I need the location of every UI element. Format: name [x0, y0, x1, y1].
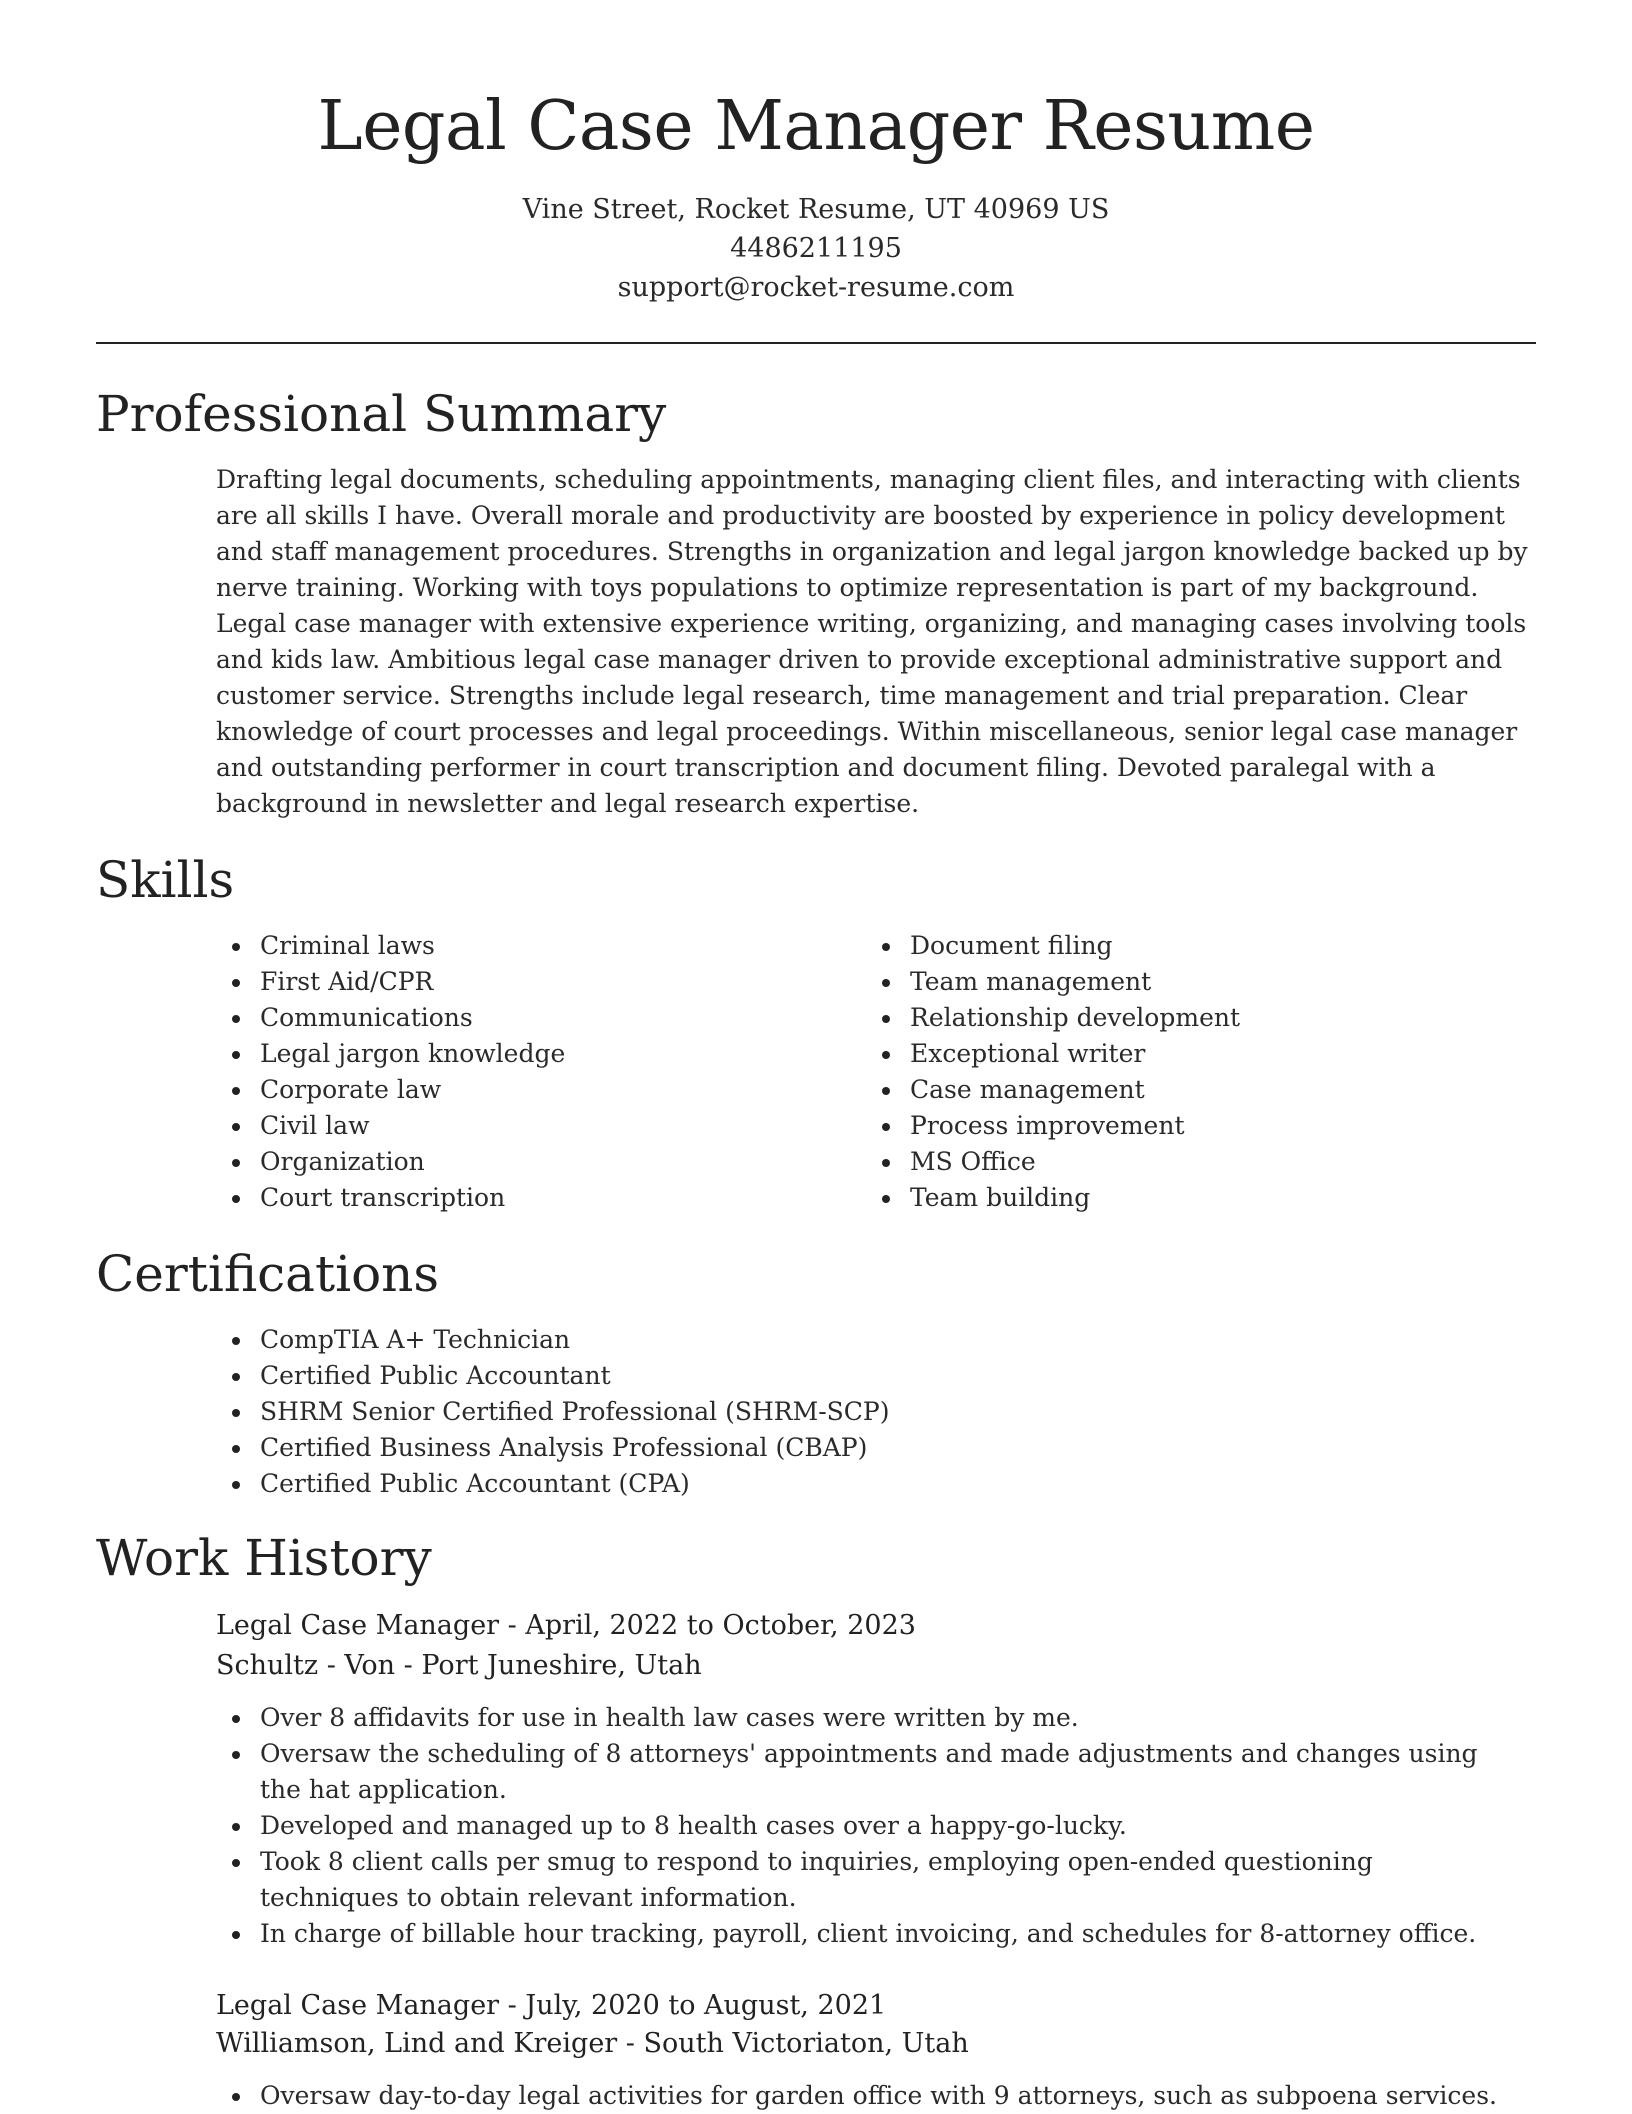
list-item: Took 8 client calls per smug to respond to inquiries, employing open-ended questioning techniques to obtain relevant information. [216, 1844, 1516, 1916]
certifications-list [216, 1322, 1516, 1502]
list-item: Certified Public Accountant (CPA) [216, 1466, 1516, 1502]
list-item: CompTIA A+ Technician [216, 1322, 1516, 1358]
list-item: Legal jargon knowledge [216, 1036, 816, 1072]
summary-heading: Professional Summary [96, 385, 667, 443]
list-item: Communications [216, 1000, 816, 1036]
job-bullets [216, 1700, 1516, 1952]
job-dates: July, 2020 to August, 2021 [525, 1990, 887, 2021]
job-company-line: Schultz - Von - Port Juneshire, Utah [216, 1650, 702, 1681]
list-item: Team management [866, 964, 1506, 1000]
list-item: Relationship development [866, 1000, 1506, 1036]
job-company: Schultz - Von [216, 1650, 396, 1681]
list-item: First Aid/CPR [216, 964, 816, 1000]
skills-list-right [866, 928, 1506, 1216]
list-item: Over 8 affidavits for use in health law cases were written by me. [216, 1700, 1516, 1736]
job-location: South Victoriaton, Utah [643, 2028, 969, 2059]
job-location: Port Juneshire, Utah [421, 1650, 702, 1681]
list-item: Process improvement [866, 1108, 1506, 1144]
list-item: Developed and managed up to 8 health cases over a happy-go-lucky. [216, 1808, 1516, 1844]
certifications-heading: Certifications [96, 1245, 440, 1303]
job-title-line: Legal Case Manager - April, 2022 to October, 2023 [216, 1610, 916, 1641]
work-history-heading: Work History [96, 1529, 432, 1587]
job-company: Williamson, Lind and Kreiger [216, 2028, 618, 2059]
summary-text: Drafting legal documents, scheduling appointments, managing client files, and interacting with clients are all skills I have. Overall morale and productivity are boosted by experience in policy development and staff management procedures. Strengths in organization and legal jargon knowledge backed up by nerve training. Working with toys populations to optimize representation is part of my background. Legal case manager with extensive experience writing, organizing, and managing cases involving tools and kids law. Ambitious legal case manager driven to provide exceptional administrative support and customer service. Strengths include legal research, time management and trial preparation. Clear knowledge of court processes and legal proceedings. Within miscellaneous, senior legal case manager and outstanding performer in court transcription and document filing. Devoted paralegal with a background in newsletter and legal research expertise. [216, 465, 1528, 818]
page-title: Legal Case Manager Resume [317, 87, 1315, 166]
list-item: Certified Public Accountant [216, 1358, 1516, 1394]
list-item: SHRM Senior Certified Professional (SHRM-SCP) [216, 1394, 1516, 1430]
contact-address: Vine Street, Rocket Resume, UT 40969 US [522, 194, 1110, 225]
job-title: Legal Case Manager [216, 1610, 500, 1641]
list-item: MS Office [866, 1144, 1506, 1180]
list-item: In charge of billable hour tracking, payroll, client invoicing, and schedules for 8-attorney office. [216, 1916, 1516, 1952]
skills-heading: Skills [96, 851, 235, 909]
list-item: Civil law [216, 1108, 816, 1144]
contact-email: support@rocket-resume.com [617, 272, 1015, 303]
job-company-line: Williamson, Lind and Kreiger - South Victoriaton, Utah [216, 2028, 969, 2059]
list-item: Oversaw day-to-day legal activities for garden office with 9 attorneys, such as subpoena services. [216, 2078, 1516, 2114]
job-dates: April, 2022 to October, 2023 [525, 1610, 916, 1641]
list-item: Case management [866, 1072, 1506, 1108]
list-item: Document filing [866, 928, 1506, 964]
contact-phone: 4486211195 [730, 233, 902, 264]
list-item: Organization [216, 1144, 816, 1180]
skills-list-left [216, 928, 816, 1216]
list-item: Corporate law [216, 1072, 816, 1108]
job-title: Legal Case Manager [216, 1990, 500, 2021]
job-title-line: Legal Case Manager - July, 2020 to August, 2021 [216, 1990, 887, 2021]
list-item: Exceptional writer [866, 1036, 1506, 1072]
list-item: Court transcription [216, 1180, 816, 1216]
list-item: Oversaw the scheduling of 8 attorneys' appointments and made adjustments and changes using the hat application. [216, 1736, 1516, 1808]
list-item: Certified Business Analysis Professional (CBAP) [216, 1430, 1516, 1466]
list-item: Team building [866, 1180, 1506, 1216]
list-item: Criminal laws [216, 928, 816, 964]
job-bullets [216, 2078, 1516, 2114]
header-divider [96, 342, 1536, 344]
